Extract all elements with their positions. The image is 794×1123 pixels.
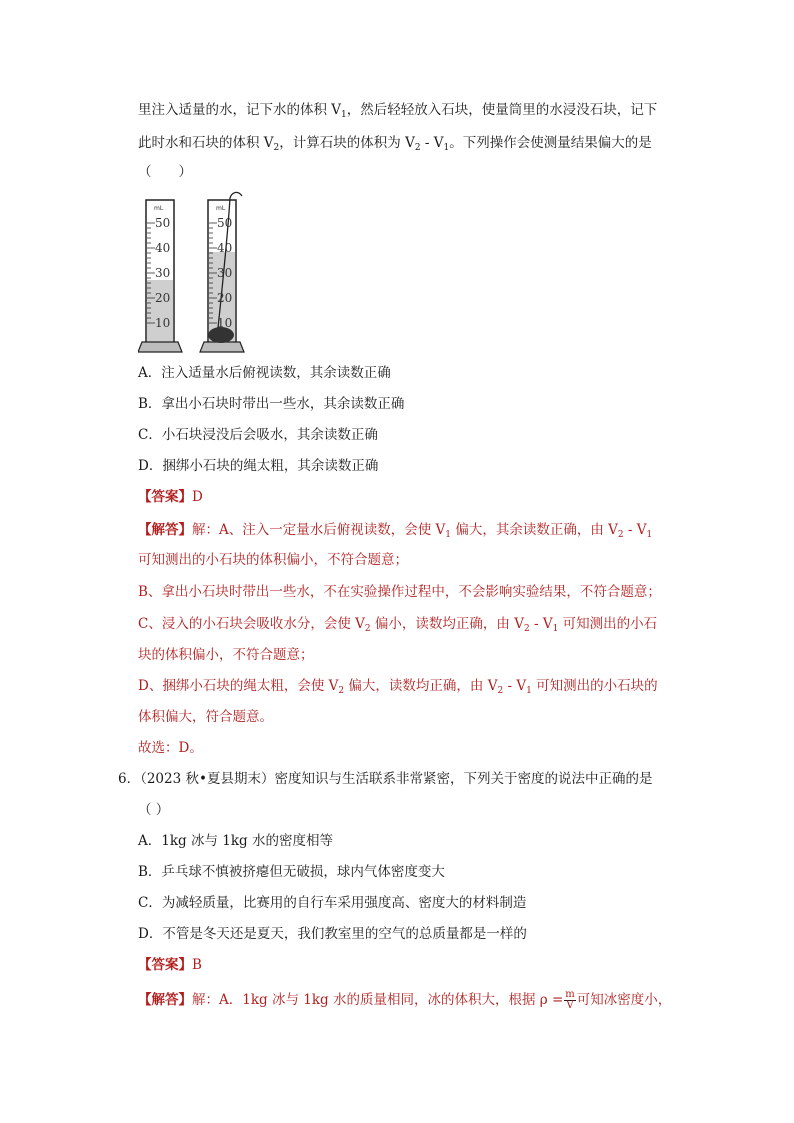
tick-40-left: 40 xyxy=(155,241,171,255)
tick-20-left: 20 xyxy=(155,291,171,305)
q5-option-c: C．小石块浸没后会吸水，其余读数正确 xyxy=(138,427,378,443)
q6-stem-line-1: 6．（2023 秋•夏县期末）密度知识与生活联系非常紧密，下列关于密度的说法中正确的是 xyxy=(118,771,653,787)
q5-analysis-line-6: D、捆绑小石块的绳太粗，会使 $V_2$ 偏大，读数均正确，由 $V_2 - V_1$ 可知测出的小石块的 xyxy=(138,678,658,696)
cylinder-left-unit: mL xyxy=(154,205,164,212)
q5-analysis-line-1: 【解答】解：A、注入一定量水后俯视读数，会使 $V_1$ 偏大，其余读数正确，由 $V_2 - V_1$ xyxy=(138,522,653,540)
q5-option-b: B．拿出小石块时带出一些水，其余读数正确 xyxy=(138,396,405,412)
tick-20-right: 20 xyxy=(217,291,233,305)
measuring-cylinder-figure xyxy=(138,190,248,355)
cylinder-right-unit: mL xyxy=(216,205,226,212)
q5-analysis-line-2: 可知测出的小石块的体积偏小，不符合题意； xyxy=(138,552,408,568)
q5-answer: 【答案】D xyxy=(138,489,203,505)
q5-analysis-line-5: 块的体积偏小，不符合题意； xyxy=(138,647,314,663)
q6-stem-line-2: （ ） xyxy=(138,802,170,818)
q6-option-d: D．不管是冬天还是夏天，我们教室里的空气的总质量都是一样的 xyxy=(138,926,527,942)
tick-40-right: 40 xyxy=(217,241,233,255)
q6-analysis-line-1: 【解答】解：A．1kg 冰与 1kg 水的质量相同，冰的体积大，根据 ρ = $\frac{m}{V}$ 可知冰密度小， xyxy=(138,989,672,1011)
tick-50-right: 50 xyxy=(217,216,233,230)
q6-answer: 【答案】B xyxy=(138,957,202,973)
tick-10-left: 10 xyxy=(155,316,171,330)
q6-option-c: C．为减轻质量，比赛用的自行车采用强度高、密度大的材料制造 xyxy=(138,895,527,911)
tick-30-right: 30 xyxy=(217,266,233,280)
cylinder-left xyxy=(138,200,182,352)
q5-option-d: D．捆绑小石块的绳太粗，其余读数正确 xyxy=(138,458,379,474)
density-fraction: $\frac{m}{V}$ xyxy=(565,989,575,1011)
cylinder-right xyxy=(200,192,244,352)
answer-bracket: （ ） xyxy=(138,164,192,180)
tick-50-left: 50 xyxy=(155,216,171,230)
q5-option-a: A．注入适量水后俯视读数，其余读数正确 xyxy=(138,365,391,381)
q5-analysis-line-7: 体积偏大，符合题意。 xyxy=(138,709,273,725)
stem-line-1: 里注入适量的水，记下水的体积 $V_1$，然后轻轻放入石块，使量筒里的水浸没石块，记下 xyxy=(138,102,658,120)
tick-10-right: 10 xyxy=(217,316,233,330)
q5-analysis-line-3: B、拿出小石块时带出一些水，不在实验操作过程中，不会影响实验结果，不符合题意； xyxy=(138,584,661,600)
q5-conclusion: 故选：D。 xyxy=(138,740,203,756)
tick-30-left: 30 xyxy=(155,266,171,280)
q5-analysis-line-4: C、浸入的小石块会吸收水分，会使 $V_2$ 偏小，读数均正确，由 $V_2 - V_1$ 可知测出的小石 xyxy=(138,616,658,634)
q6-option-a: A．1kg 冰与 1kg 水的密度相等 xyxy=(138,833,333,849)
stem-line-2: 此时水和石块的体积 $V_2$，计算石块的体积为 $V_2 - V_1$。下列操作会使测量结果偏大的是 xyxy=(138,135,652,153)
q6-option-b: B．乒乓球不慎被挤瘪但无破损，球内气体密度变大 xyxy=(138,864,445,880)
